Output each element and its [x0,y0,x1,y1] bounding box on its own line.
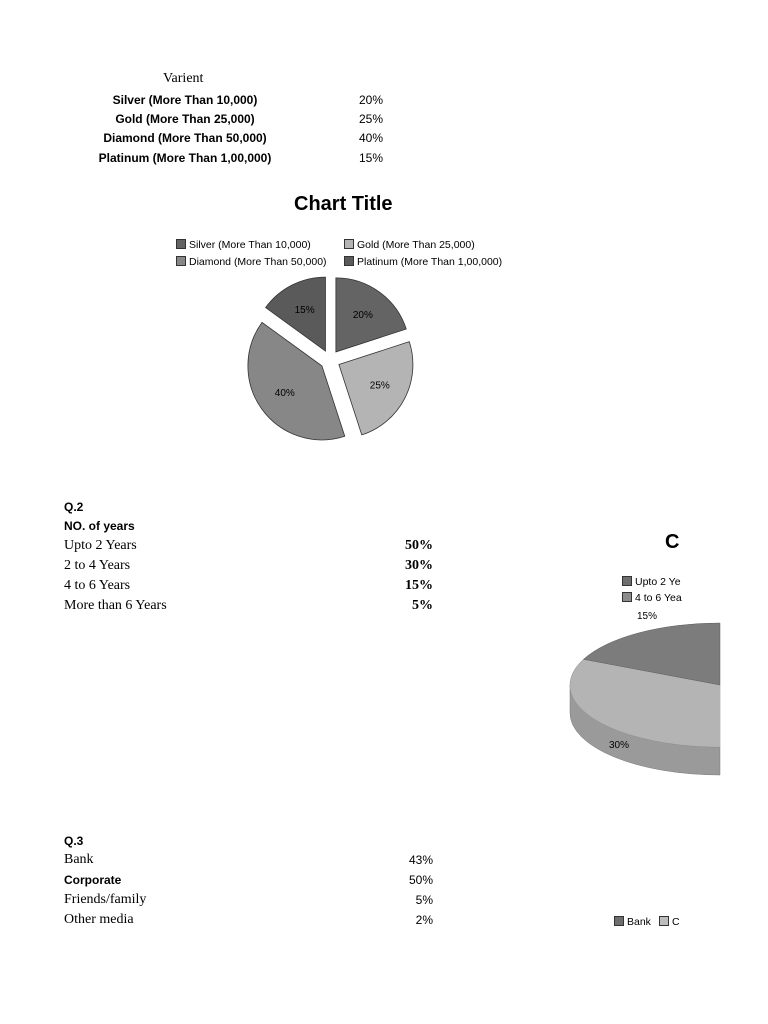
chart2-data-label: 30% [609,740,630,751]
pie-data-label: 25% [369,380,390,392]
chart2-data-label: 15% [637,611,658,622]
q2-row-label: 2 to 4 Years [64,558,131,573]
legend-label: C [671,916,680,928]
legend-swatch [176,239,186,249]
pie-data-label: 40% [274,387,295,399]
legend-label: Diamond (More Than 50,000) [189,256,327,268]
q2-row-value: 50% [405,538,433,553]
q3-row-value: 50% [408,873,433,887]
chart2-title: C [665,531,680,553]
q3-row-value: 43% [408,853,433,867]
q3-legend [614,912,678,930]
legend-label: Upto 2 Ye [635,576,681,588]
q2-row-label: 4 to 6 Years [64,578,131,593]
chart2-area [560,525,682,795]
chart1-pie [230,265,430,455]
legend-label: Bank [627,916,651,928]
q3-row-label: Other media [64,912,134,927]
q3-row-label: Friends/family [64,892,147,907]
legend-swatch [344,239,354,249]
q2-row-value: 30% [405,558,433,573]
legend-label: Platinum (More Than 1,00,000) [357,256,503,268]
chart2-pie [560,525,678,795]
q1-row-label: Gold (More Than 25,000) [115,112,255,126]
q3-row-label: Corporate [64,873,122,887]
legend-label: Silver (More Than 10,000) [189,239,311,251]
q1-row-label: Diamond (More Than 50,000) [103,131,267,145]
q3-row-label: Bank [64,852,94,867]
pie-data-label: 20% [352,309,373,321]
q1-row-value: 25% [358,112,384,126]
q3-row-value: 2% [415,913,433,927]
q2-header: NO. of years [64,519,135,533]
q1-row-label: Platinum (More Than 1,00,000) [98,151,272,165]
q2-row-label: More than 6 Years [64,598,167,613]
q2-row-label: Upto 2 Years [64,538,137,553]
q2-number: Q.2 [64,500,84,514]
q1-row-label: Silver (More Than 10,000) [112,93,258,107]
legend-label: Gold (More Than 25,000) [357,239,475,251]
q1-row-value: 40% [358,131,384,145]
q3-row-value: 5% [415,893,433,907]
q3-number: Q.3 [64,834,84,848]
varient-header: Varient [163,71,204,86]
legend-swatch [614,916,624,926]
legend-swatch [176,256,186,266]
q2-row-value: 5% [412,598,433,613]
pie-data-label: 15% [294,305,315,317]
q2-row-value: 15% [405,578,433,593]
chart1-legend-item [176,235,311,253]
chart1-slices [248,277,413,440]
pie-slice [248,322,345,439]
legend-label: 4 to 6 Yea [635,592,682,604]
legend-swatch [659,916,669,926]
chart1-title: Chart Title [294,193,393,215]
q1-row-value: 15% [358,151,384,165]
q1-row-value: 20% [358,93,384,107]
chart1-legend-item [344,235,475,253]
